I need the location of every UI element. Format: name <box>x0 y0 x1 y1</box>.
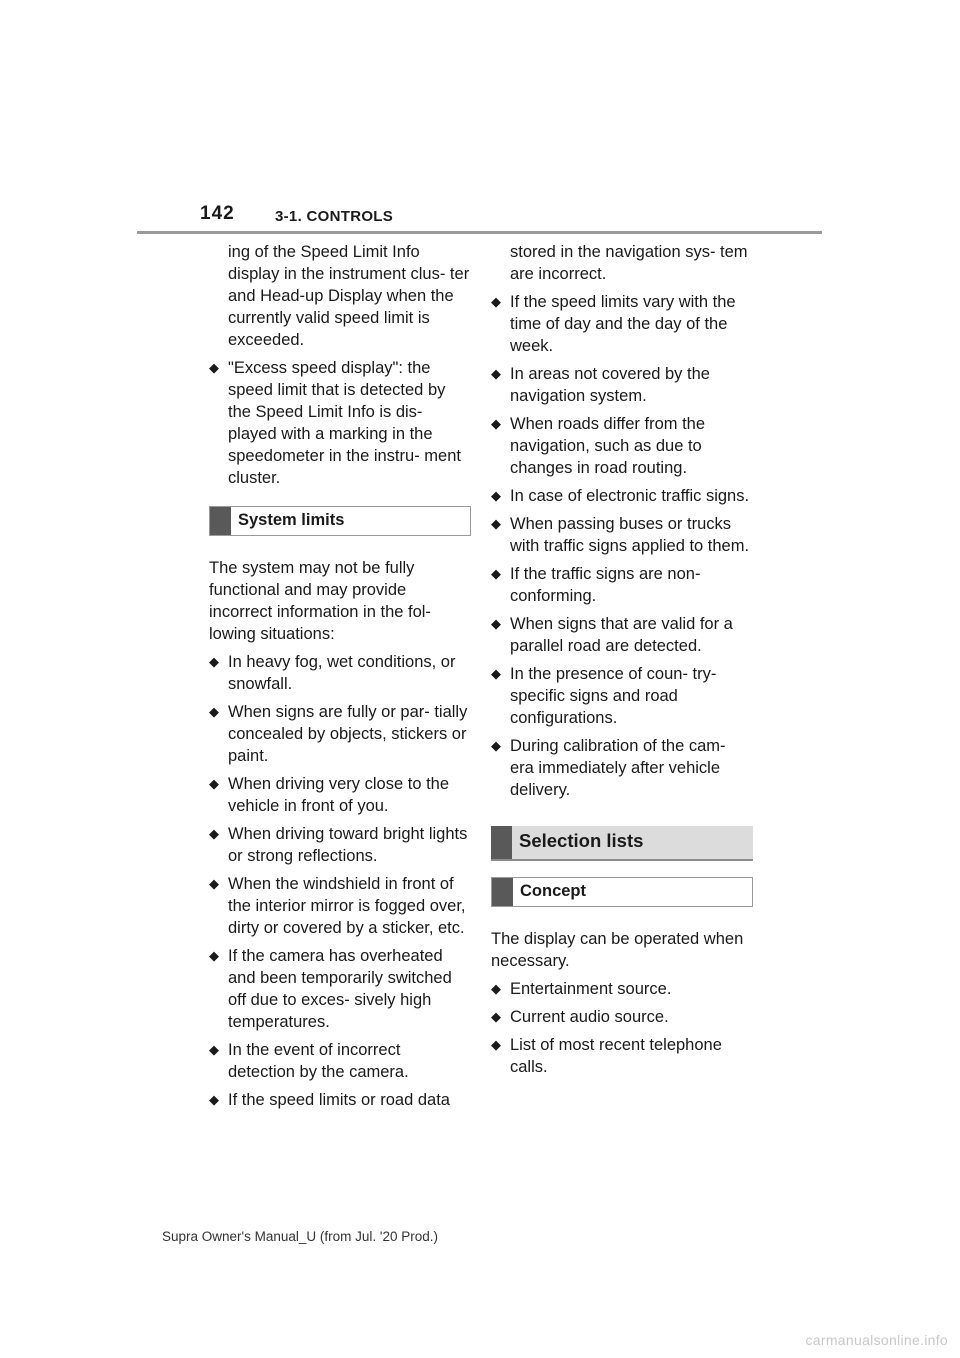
diamond-bullet-icon: ◆ <box>491 416 501 431</box>
diamond-bullet-icon: ◆ <box>209 1042 219 1057</box>
concept-paragraph: The display can be operated when necessary. <box>491 930 744 970</box>
header-divider <box>137 231 822 234</box>
list-item: ◆ In case of electronic traffic signs. <box>491 487 750 505</box>
system-limits-heading <box>209 506 471 536</box>
list-item: ◆ During calibration of the cam- era immediately after vehicle delivery. <box>491 737 726 799</box>
diamond-bullet-icon: ◆ <box>491 566 501 581</box>
list-item: ◆ "Excess speed display": the speed limit that is detected by the Speed Limit Info is dis- played with a marking in the speedometer in the instru- ment cluster. <box>209 359 461 487</box>
diamond-bullet-icon: ◆ <box>491 738 501 753</box>
heading-label: Concept <box>520 882 586 900</box>
diamond-bullet-icon: ◆ <box>209 654 219 669</box>
list-item: ◆ When signs that are valid for a parallel road are detected. <box>491 615 733 655</box>
list-item: ◆ List of most recent telephone calls. <box>491 1036 722 1076</box>
heading-label: System limits <box>238 511 345 529</box>
list-item: ◆ If the traffic signs are non-conforming. <box>491 565 701 605</box>
list-item: ◆ When passing buses or trucks with traffic signs applied to them. <box>491 515 750 555</box>
selection-lists-heading <box>491 826 753 861</box>
page-footer: Supra Owner's Manual_U (from Jul. '20 Prod.) <box>162 1229 439 1244</box>
heading-tab-marker <box>492 878 513 906</box>
list-item: ◆ When signs are fully or par- tially concealed by objects, stickers or paint. <box>209 703 468 765</box>
list-item: ◆ If the speed limits vary with the time of day and the day of the week. <box>491 293 736 355</box>
right-column <box>491 241 753 1084</box>
heading-label: Selection lists <box>519 830 644 851</box>
list-item: ◆ In the event of incorrect detection by the camera. <box>209 1041 409 1081</box>
list-item: ◆ Current audio source. <box>491 1008 669 1026</box>
list-item: ◆ Entertainment source. <box>491 980 672 998</box>
list-item: ◆ In the presence of coun- try-specific signs and road configurations. <box>491 665 717 727</box>
list-item: ◆ In areas not covered by the navigation system. <box>491 365 710 405</box>
diamond-bullet-icon: ◆ <box>209 948 219 963</box>
heading-tab-marker <box>210 507 231 535</box>
diamond-bullet-icon: ◆ <box>491 616 501 631</box>
list-item: ◆ If the speed limits or road data <box>209 1091 450 1109</box>
list-item: ◆ When driving very close to the vehicle in front of you. <box>209 775 450 815</box>
intro-paragraph: The system may not be fully functional and may provide incorrect information in the fol- lowing situations: <box>209 559 431 643</box>
page-number: 142 <box>200 203 235 224</box>
concept-heading <box>491 877 753 907</box>
left-column <box>209 241 471 1117</box>
list-item: ◆ If the camera has overheated and been temporarily switched off due to exces- sively high temperatures. <box>209 947 452 1031</box>
diamond-bullet-icon: ◆ <box>209 776 219 791</box>
diamond-bullet-icon: ◆ <box>491 516 501 531</box>
diamond-bullet-icon: ◆ <box>491 981 501 996</box>
diamond-bullet-icon: ◆ <box>491 366 501 381</box>
list-item: ◆ When the windshield in front of the interior mirror is fogged over, dirty or covered by a sticker, etc. <box>209 875 466 937</box>
list-item: ◆ When roads differ from the navigation, such as due to changes in road routing. <box>491 415 706 477</box>
diamond-bullet-icon: ◆ <box>209 1092 219 1107</box>
heading-tab-marker <box>491 826 512 859</box>
section-header: 3-1. CONTROLS <box>275 208 394 225</box>
list-item: ◆ When driving toward bright lights or strong reflections. <box>209 825 468 865</box>
diamond-bullet-icon: ◆ <box>491 666 501 681</box>
continued-paragraph: stored in the navigation sys- tem are incorrect. <box>510 243 748 283</box>
diamond-bullet-icon: ◆ <box>209 360 219 375</box>
diamond-bullet-icon: ◆ <box>491 294 501 309</box>
watermark: carmanualsonline.info <box>805 1332 948 1348</box>
continued-paragraph: ing of the Speed Limit Info display in the instrument clus- ter and Head-up Display when the currently valid speed limit is exceeded. <box>228 243 470 349</box>
diamond-bullet-icon: ◆ <box>209 876 219 891</box>
diamond-bullet-icon: ◆ <box>491 488 501 503</box>
list-item: ◆ In heavy fog, wet conditions, or snowfall. <box>209 653 456 693</box>
diamond-bullet-icon: ◆ <box>209 704 219 719</box>
diamond-bullet-icon: ◆ <box>491 1037 501 1052</box>
diamond-bullet-icon: ◆ <box>209 826 219 841</box>
diamond-bullet-icon: ◆ <box>491 1009 501 1024</box>
